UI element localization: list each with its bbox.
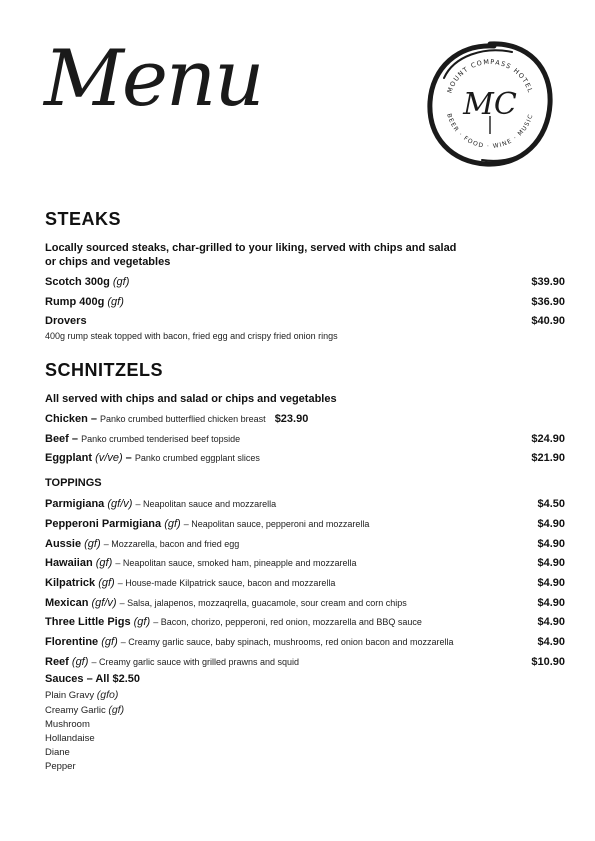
logo-ring-text-bottom: BEER · FOOD · WINE · MUSIC	[445, 112, 535, 151]
item-description: Panko crumbed butterflied chicken breast	[100, 414, 266, 424]
sauce-item	[45, 760, 124, 774]
topping-kilpatrick	[45, 576, 565, 590]
item-tag: (gf/v)	[107, 498, 133, 510]
item-price: $4.90	[537, 597, 565, 609]
sauce-name: Diane	[45, 747, 70, 758]
schnitzels-title: SCHNITZELS	[45, 360, 164, 380]
item-description: – Creamy garlic sauce, baby spinach, mushrooms, red onion bacon and mozzarella	[120, 637, 454, 647]
menu-item-chicken	[45, 412, 565, 426]
item-name: Parmigiana	[45, 498, 105, 510]
item-description: – Neapolitan sauce, smoked ham, pineapple and mozzarella	[115, 558, 357, 568]
item-price: $4.50	[537, 498, 565, 510]
sauce-item	[45, 718, 124, 732]
item-price: $21.90	[531, 452, 565, 464]
toppings-title: TOPPINGS	[45, 477, 102, 489]
item-name: Chicken	[45, 413, 88, 425]
item-dash: –	[122, 452, 135, 464]
logo-monogram: MC	[463, 87, 517, 122]
item-dash: –	[68, 433, 82, 445]
item-price: $39.90	[531, 276, 565, 288]
item-price: $4.90	[537, 518, 565, 530]
item-name: Drovers	[45, 315, 87, 327]
sauce-list	[45, 688, 124, 774]
item-tag: (gf)	[98, 577, 115, 589]
sauces-title: Sauces – All $2.50	[45, 673, 140, 685]
item-dash: –	[87, 413, 101, 425]
steaks-intro	[45, 241, 485, 269]
drovers-description: 400g rump steak topped with bacon, fried egg and crispy fried onion rings	[45, 331, 338, 341]
sauce-item	[45, 732, 124, 746]
item-description: – House-made Kilpatrick sauce, bacon and mozzarella	[117, 578, 336, 588]
item-tag: (gf)	[112, 276, 130, 288]
sauce-name: Plain Gravy	[45, 690, 95, 701]
steaks-intro-line1: Locally sourced steaks, char-grilled to your liking, served with chips and salad	[45, 242, 457, 254]
item-price: $36.90	[531, 296, 565, 308]
sauce-name: Mushroom	[45, 719, 90, 730]
menu-item-rump	[45, 295, 565, 309]
item-description: – Bacon, chorizo, pepperoni, red onion, mozzarella and BBQ sauce	[153, 617, 422, 627]
item-tag: (gf)	[133, 616, 151, 628]
sauce-name: Hollandaise	[45, 733, 95, 744]
item-name: Kilpatrick	[45, 577, 96, 589]
item-description: Panko crumbed tenderised beef topside	[81, 434, 241, 444]
mount-compass-hotel-logo	[424, 38, 556, 170]
item-tag: (gf)	[101, 636, 118, 648]
item-description: – Neapolitan sauce and mozzarella	[135, 499, 277, 509]
item-name: Aussie	[45, 538, 82, 550]
sauce-name: Creamy Garlic	[45, 705, 106, 716]
topping-parmigiana	[45, 497, 565, 511]
item-name: Three Little Pigs	[45, 616, 131, 628]
schnitzels-intro: All served with chips and salad or chips and vegetables	[45, 393, 337, 405]
item-tag: (gf)	[95, 557, 113, 569]
item-price: $4.90	[537, 616, 565, 628]
sauce-tag: (gf)	[108, 704, 125, 716]
menu-item-beef	[45, 432, 565, 446]
sauce-tag: (gfo)	[96, 689, 119, 701]
item-description: – Neapolitan sauce, pepperoni and mozzarella	[183, 519, 370, 529]
topping-hawaiian	[45, 556, 565, 570]
item-tag: (gf)	[164, 518, 181, 530]
item-name: Eggplant	[45, 452, 93, 464]
menu-item-scotch	[45, 275, 565, 289]
item-price: $10.90	[531, 656, 565, 668]
item-name: Reef	[45, 656, 69, 668]
item-name: Hawaiian	[45, 557, 93, 569]
item-price: $4.90	[537, 538, 565, 550]
item-name: Beef	[45, 433, 69, 445]
item-description: – Mozzarella, bacon and fried egg	[103, 539, 240, 549]
topping-three-little-pigs	[45, 615, 565, 629]
item-price: $24.90	[531, 433, 565, 445]
topping-mexican	[45, 596, 565, 610]
menu-item-eggplant	[45, 451, 565, 465]
item-price: $4.90	[537, 557, 565, 569]
topping-pepperoni-parmigiana	[45, 517, 565, 531]
item-price: $40.90	[531, 315, 565, 327]
sauce-item	[45, 703, 124, 718]
item-name: Rump 400g	[45, 296, 105, 308]
item-price: $4.90	[537, 577, 565, 589]
item-tag: (gf)	[107, 296, 124, 308]
topping-florentine	[45, 635, 565, 649]
menu-item-drovers	[45, 314, 565, 328]
item-tag: (gf/v)	[91, 597, 117, 609]
menu-heading: Menu	[44, 34, 263, 124]
topping-reef	[45, 655, 565, 669]
item-tag: (gf)	[84, 538, 101, 550]
sauce-item	[45, 688, 124, 703]
item-description: – Creamy garlic sauce with grilled prawns and squid	[91, 657, 300, 667]
item-price: $4.90	[537, 636, 565, 648]
item-tag: (v/ve)	[95, 452, 123, 464]
item-name: Florentine	[45, 636, 99, 648]
item-price: $23.90	[274, 413, 309, 425]
item-name: Pepperoni Parmigiana	[45, 518, 162, 530]
steaks-title: STEAKS	[45, 209, 122, 229]
item-name: Mexican	[45, 597, 89, 609]
item-description: – Salsa, jalapenos, mozzaqrella, guacamole, sour cream and corn chips	[119, 598, 407, 608]
item-tag: (gf)	[71, 656, 89, 668]
sauce-item	[45, 746, 124, 760]
item-description: Panko crumbed eggplant slices	[134, 453, 260, 463]
sauce-name: Pepper	[45, 761, 76, 772]
topping-aussie	[45, 537, 565, 551]
logo-ring-text-top: MOUNT COMPASS HOTEL	[445, 57, 535, 95]
steaks-intro-line2: or chips and vegetables	[45, 256, 171, 268]
item-name: Scotch 300g	[45, 276, 110, 288]
